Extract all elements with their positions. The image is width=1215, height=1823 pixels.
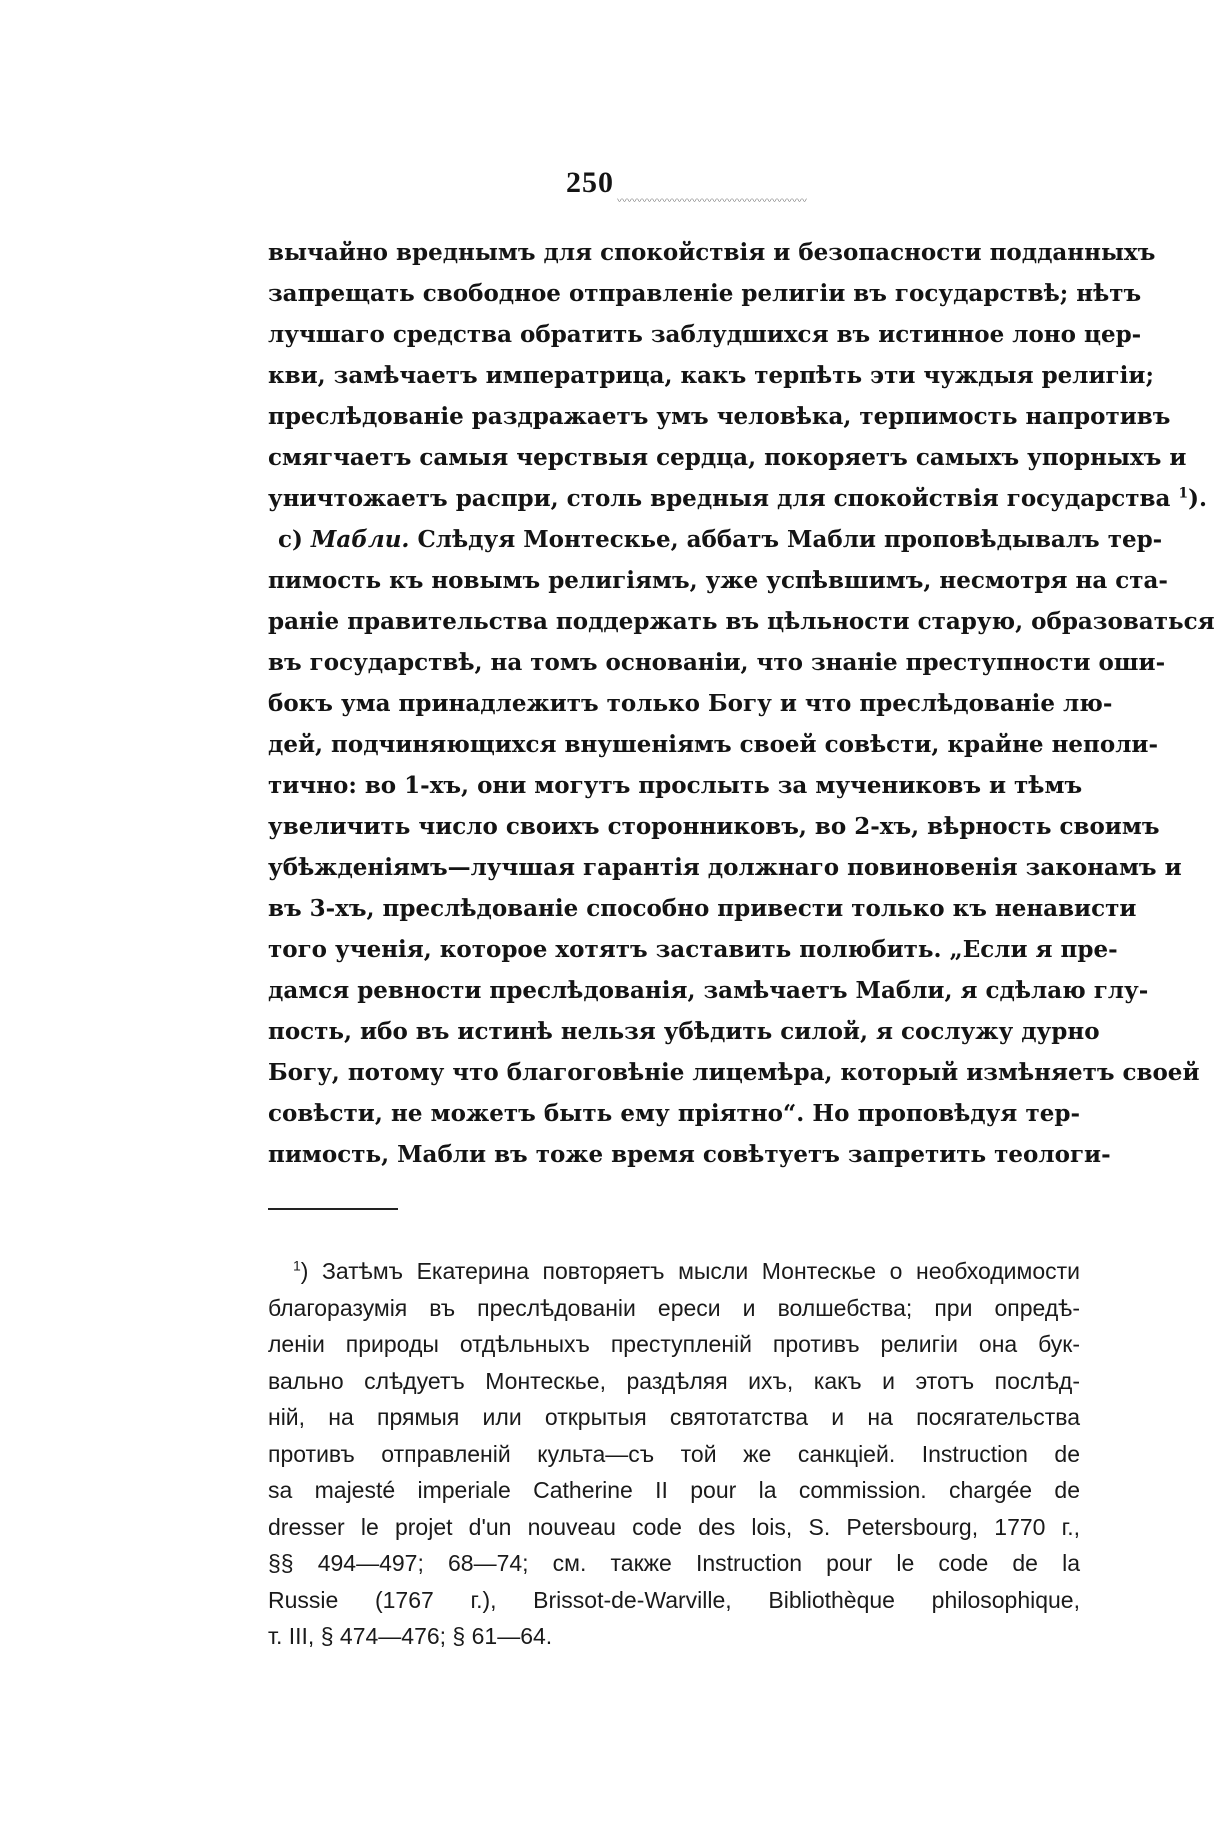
text-line: въ 3-хъ, преслѣдованіе способно привести только къ ненависти	[268, 895, 1137, 922]
footnote-first-line-text: ) Затѣмъ Екатерина повторяетъ мысли Монтескье о необходимости	[300, 1258, 1080, 1284]
paragraph-mably-first-line	[268, 519, 1163, 560]
text-line: Богу, потому что благоговѣніе лицемѣра, который измѣняетъ своей	[268, 1059, 1200, 1086]
footnote-reference-close: ).	[1188, 485, 1208, 512]
text-line: пость, ибо въ истинѣ нельзя убѣдить силой, я сослужу дурно	[268, 1018, 1100, 1045]
text-line-6: смягчаетъ самыя черствыя сердца, покоряетъ самыхъ упорныхъ и	[268, 444, 1187, 471]
footnote-line-last: т. III, § 474—476; § 61—64.	[268, 1623, 553, 1649]
main-text	[268, 232, 1215, 1175]
footnote-line: §§ 494—497; 68—74; см. также Instruction pour le code de la	[268, 1550, 1080, 1576]
text-line-3: лучшаго средства обратить заблудшихся въ истинное лоно цер-	[268, 321, 1142, 348]
footnote-line: леніи природы отдѣльныхъ преступленій противъ религіи она бук-	[268, 1331, 1080, 1357]
text-line: того ученія, которое хотятъ заставить полюбить. „Если я пре-	[268, 936, 1118, 963]
text-line: дамся ревности преслѣдованія, замѣчаетъ Мабли, я сдѣлаю глу-	[268, 977, 1149, 1004]
page-number-ornament: 〰〰〰〰〰〰〰〰〰〰〰〰〰〰〰〰〰〰〰	[617, 196, 807, 207]
text-line-7	[268, 478, 1208, 519]
paragraph-label: с)	[278, 526, 303, 553]
footnote-divider	[268, 1208, 398, 1210]
page-number: 250	[566, 166, 614, 199]
footnote-reference[interactable]: 1	[1178, 485, 1189, 502]
text-line-5: преслѣдованіе раздражаетъ умъ человѣка, терпимость напротивъ	[268, 403, 1171, 430]
text-line-2: запрещать свободное отправленіе религіи въ государствѣ; нѣтъ	[268, 280, 1142, 307]
text-line: дей, подчиняющихся внушеніямъ своей совѣсти, крайне неполи-	[268, 731, 1159, 758]
text-line-1: вычайно вреднымъ для спокойствія и безопасности подданныхъ	[268, 239, 1156, 266]
text-line: пимость къ новымъ религіямъ, уже успѣвшимъ, несмотря на ста-	[268, 567, 1168, 594]
text-line-4: кви, замѣчаетъ императрица, какъ терпѣть эти чуждыя религіи;	[268, 362, 1154, 389]
footnote-line: противъ отправленій культа—съ той же санкціей. Instruction de	[268, 1440, 1080, 1467]
text-line: пимость, Мабли въ тоже время совѣтуетъ запретить теологи-	[268, 1141, 1111, 1168]
paragraph-first-line-rest: Слѣдуя Монтескье, аббатъ Мабли проповѣдывалъ тер-	[417, 526, 1163, 553]
footnote-first-line	[268, 1253, 1080, 1290]
footnote-line: благоразумія въ преслѣдованіи ереси и волшебства; при опредѣ-	[268, 1294, 1080, 1321]
footnote-line: dresser le projet d'un nouveau code des lois, S. Petersbourg, 1770 г.,	[268, 1513, 1080, 1540]
text-line: увеличить число своихъ сторонниковъ, во 2-хъ, вѣрность своимъ	[268, 813, 1160, 840]
text-line: совѣсти, не можетъ быть ему пріятно“. Но проповѣдуя тер-	[268, 1100, 1080, 1127]
text-line: раніе правительства поддержать въ цѣльности старую, образоваться	[268, 608, 1215, 635]
footnote-line: ній, на прямыя или открытыя святотатства и на посягательства	[268, 1404, 1080, 1430]
text-line: тично: во 1-хъ, они могутъ прослыть за мучениковъ и тѣмъ	[268, 772, 1083, 799]
footnote-marker: 1	[293, 1257, 301, 1274]
text-line: бокъ ума принадлежитъ только Богу и что преслѣдованіе лю-	[268, 690, 1113, 717]
footnote-line: Russie (1767 г.), Brissot-de-Warville, Bibliothèque philosophique,	[268, 1586, 1080, 1613]
footnote-line: sa majesté imperiale Catherine II pour la commission. chargée de	[268, 1477, 1080, 1503]
footnote-line: вально слѣдуетъ Монтескье, раздѣляя ихъ, какъ и этотъ послѣд-	[268, 1367, 1080, 1394]
text-line-7-body: уничтожаетъ распри, столь вредныя для спокойствія государства	[268, 485, 1171, 512]
text-line: убѣжденіямъ—лучшая гарантія должнаго повиновенія законамъ и	[268, 854, 1182, 881]
footnote-block	[268, 1253, 1080, 1655]
author-name-mably: Мабли.	[310, 526, 410, 553]
text-line: въ государствѣ, на томъ основаніи, что знаніе преступности оши-	[268, 649, 1166, 676]
